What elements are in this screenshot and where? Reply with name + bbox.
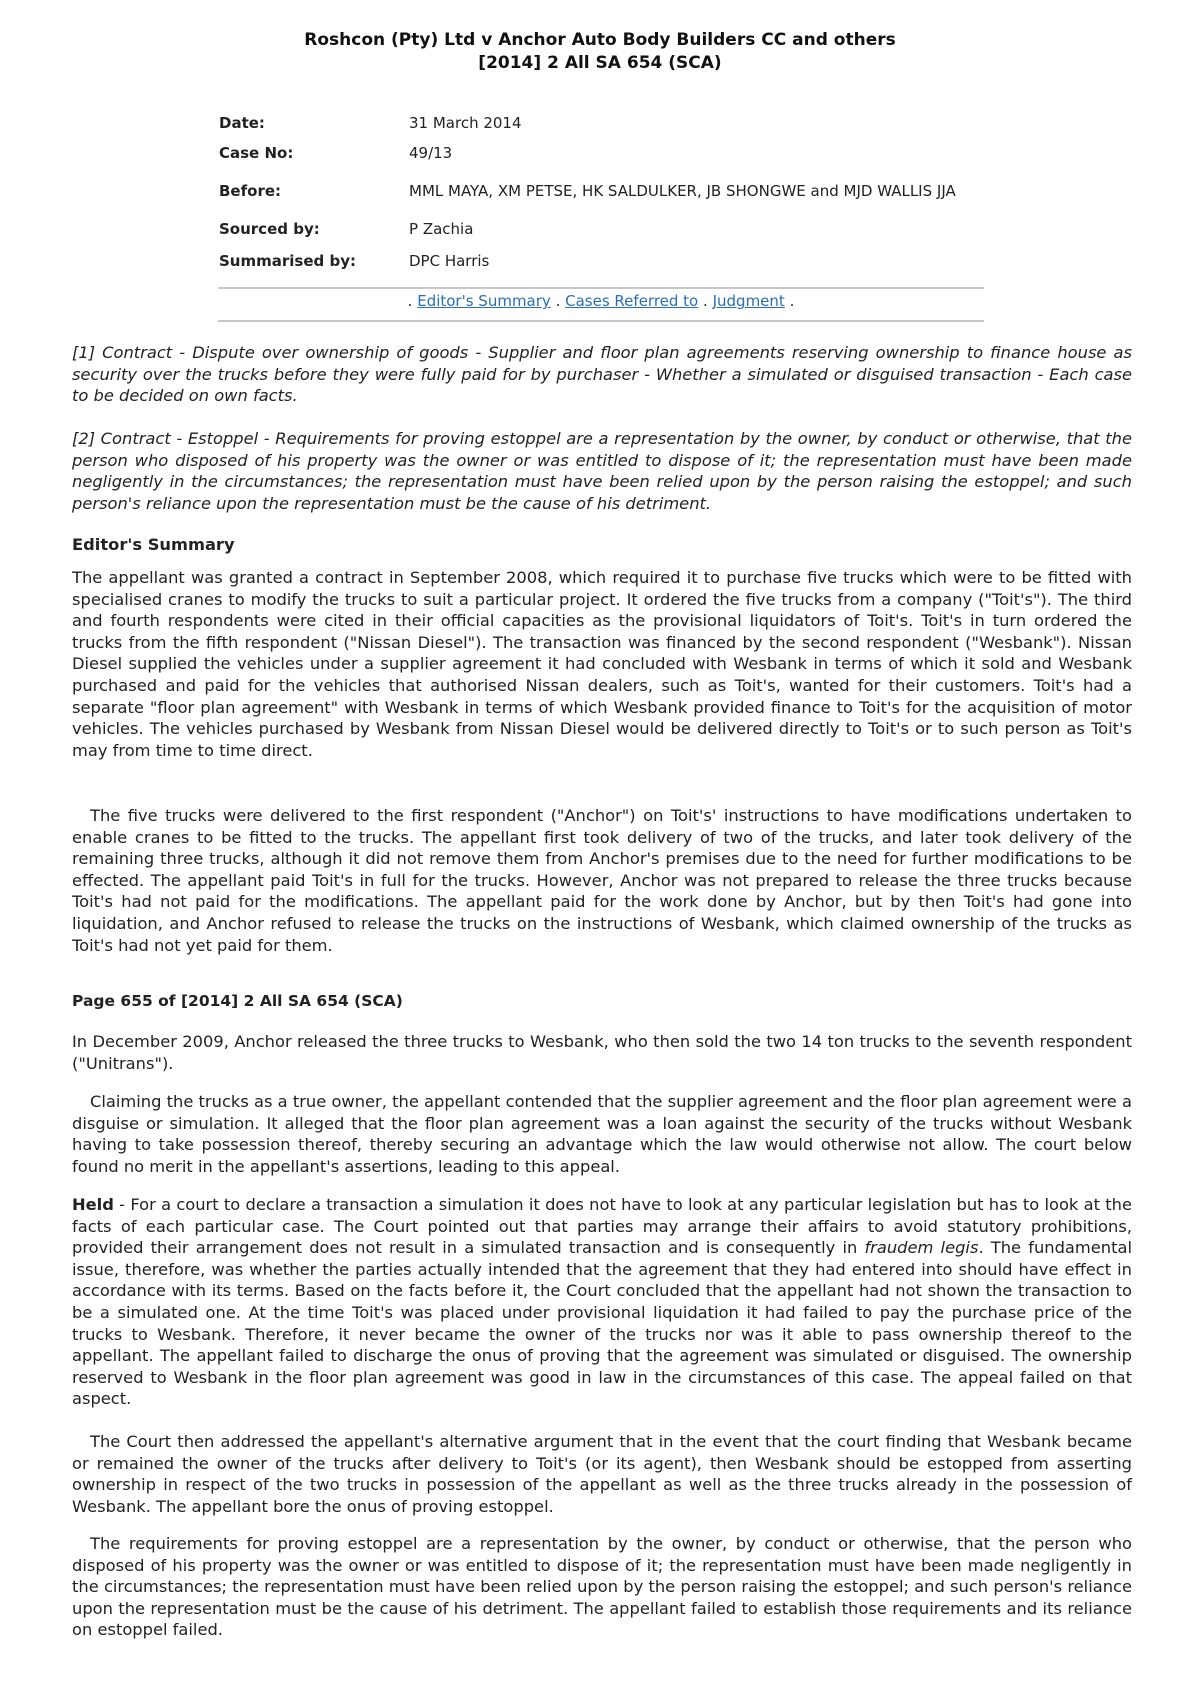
case-details-table <box>219 108 984 278</box>
nav-divider-bottom <box>218 320 984 322</box>
case-no-label: Case No: <box>219 144 294 162</box>
nav-separator: . <box>407 292 413 310</box>
summary-paragraph-3: In December 2009, Anchor released the three trucks to Wesbank, who then sold the two 14 ton trucks to the seventh respondent ("Unitrans"). <box>72 1032 1132 1073</box>
case-details-row <box>219 138 984 168</box>
held-text-a: - For a court to declare a transaction a simulation it does not have to look at any particular legislation but has to look at the facts of each particular case. The Court pointed out that parties may arrange their affairs to avoid statutory prohibitions, provided their arrangement does not result in a simulated transaction and is consequently in <box>72 1195 1132 1258</box>
nav-divider-top <box>218 287 984 289</box>
sourced-by-label: Sourced by: <box>219 220 320 238</box>
case-details-row <box>219 168 984 214</box>
case-citation: [2014] 2 All SA 654 (SCA) <box>478 53 722 73</box>
page-marker: Page 655 of [2014] 2 All SA 654 (SCA) <box>72 992 403 1010</box>
nav-link-cases-referred-to[interactable]: Cases Referred to <box>565 292 699 310</box>
held-paragraph <box>72 1194 1132 1410</box>
summarised-by-label: Summarised by: <box>219 252 356 270</box>
nav-link-judgment[interactable]: Judgment <box>712 292 785 310</box>
case-details-row <box>219 108 984 138</box>
headnote-2: [2] Contract - Estoppel - Requirements for proving estoppel are a representation by the owner, by conduct or otherwise, that the person who disposed of his property was the owner or was entitled to dispose of it; the representation must have been made negligently in the circumstances; the representation must have been relied upon by the person raising the estoppel; and such person's reliance upon the representation must be the cause of his detriment. <box>72 429 1132 513</box>
nav-separator: . <box>555 292 561 310</box>
nav-separator: . <box>789 292 795 310</box>
case-no-value: 49/13 <box>409 144 453 162</box>
before-label: Before: <box>219 182 282 200</box>
headnote-1: [1] Contract - Dispute over ownership of goods - Supplier and floor plan agreements reserving ownership to finance house as security over the trucks before they were fully paid for by purchaser - Whether a simulated or disguised transaction - Each case to be decided on own facts. <box>72 343 1132 406</box>
summary-paragraph-6: The Court then addressed the appellant's alternative argument that in the event that the court finding that Wesbank became or remained the owner of the trucks after delivery to Toit's (or its agent), then Wesbank should be estopped from asserting ownership in respect of the two trucks in possession of the appellant as well as the three trucks already in the possession of Wesbank. The appellant bore the onus of proving estoppel. <box>72 1432 1132 1516</box>
case-title: Roshcon (Pty) Ltd v Anchor Auto Body Builders CC and others <box>304 30 896 50</box>
summary-paragraph-1: The appellant was granted a contract in September 2008, which required it to purchase five trucks which were to be fitted with specialised cranes to modify the trucks to suit a particular project. It ordered the five trucks from a company ("Toit's"). The third and fourth respondents were cited in their official capacities as the provisional liquidators of Toit's. Toit's in turn ordered the trucks from the fifth respondent ("Nissan Diesel"). The transaction was financed by the second respondent ("Wesbank"). Nissan Diesel supplied the vehicles under a supplier agreement it had concluded with Wesbank in terms of which it sold and Wesbank purchased and paid for the vehicles that authorised Nissan dealers, such as Toit's, wanted for their customers. Toit's had a separate "floor plan agreement" with Wesbank in terms of which Wesbank provided finance to Toit's for the acquisition of motor vehicles. The vehicles purchased by Wesbank from Nissan Diesel would be delivered directly to Toit's or to such person as Toit's may from time to time direct. <box>72 568 1132 760</box>
date-label: Date: <box>219 114 265 132</box>
editors-summary-heading: Editor's Summary <box>72 535 235 554</box>
nav-separator: . <box>703 292 708 310</box>
held-text-b: . The fundamental issue, therefore, was whether the parties actually intended that the agreement that they had entered into should have effect in accordance with its terms. Based on the facts before it, the Court concluded that the appellant had not shown the transaction to be a simulated one. At the time Toit's was placed under provisional liquidation it had failed to pay the purchase price of the trucks to Wesbank. Therefore, it never became the owner of the trucks nor was it able to pass ownership thereof to the appellant. The appellant failed to discharge the onus of proving that the agreement was simulated or disguised. The ownership reserved to Wesbank in the floor plan agreement was good in law in the circumstances of this case. The appeal failed on that aspect. <box>72 1238 1132 1409</box>
held-latin-term: fraudem legis <box>864 1238 979 1258</box>
date-value: 31 March 2014 <box>409 114 522 132</box>
summary-paragraph-4: Claiming the trucks as a true owner, the appellant contended that the supplier agreement and the floor plan agreement were a disguise or simulation. It alleged that the floor plan agreement was a loan against the security of the trucks without Wesbank having to take possession thereof, thereby securing an advantage which the law would otherwise not allow. The court below found no merit in the appellant's assertions, leading to this appeal. <box>72 1092 1132 1176</box>
sourced-by-value: P Zachia <box>409 220 474 238</box>
before-value: MML MAYA, XM PETSE, HK SALDULKER, JB SHONGWE and MJD WALLIS JJA <box>409 182 956 200</box>
nav-link-editors-summary[interactable]: Editor's Summary <box>417 292 551 310</box>
section-nav <box>218 292 984 310</box>
case-details-row <box>219 244 984 278</box>
summary-paragraph-7: The requirements for proving estoppel are a representation by the owner, by conduct or otherwise, that the person who disposed of his property was the owner or was entitled to dispose of it; the representation must have been made negligently in the circumstances; the representation must have been relied upon by the person raising the estoppel; and such person's reliance upon the representation must be the cause of his detriment. The appellant failed to establish those requirements and its reliance on estoppel failed. <box>72 1534 1132 1640</box>
summarised-by-value: DPC Harris <box>409 252 490 270</box>
summary-paragraph-2: The five trucks were delivered to the first respondent ("Anchor") on Toit's' instructions to have modifications undertaken to enable cranes to be fitted to the trucks. The appellant first took delivery of two of the trucks, and later took delivery of the remaining three trucks, although it did not remove them from Anchor's premises due to the need for further modifications to be effected. The appellant paid Toit's in full for the trucks. However, Anchor was not prepared to release the three trucks because Toit's had not paid for the modifications. The appellant paid for the work done by Anchor, but by then Toit's had gone into liquidation, and Anchor refused to release the trucks on the instructions of Wesbank, which claimed ownership of the trucks as Toit's had not yet paid for them. <box>72 806 1132 955</box>
case-details-row <box>219 214 984 244</box>
held-label: Held <box>72 1195 114 1214</box>
